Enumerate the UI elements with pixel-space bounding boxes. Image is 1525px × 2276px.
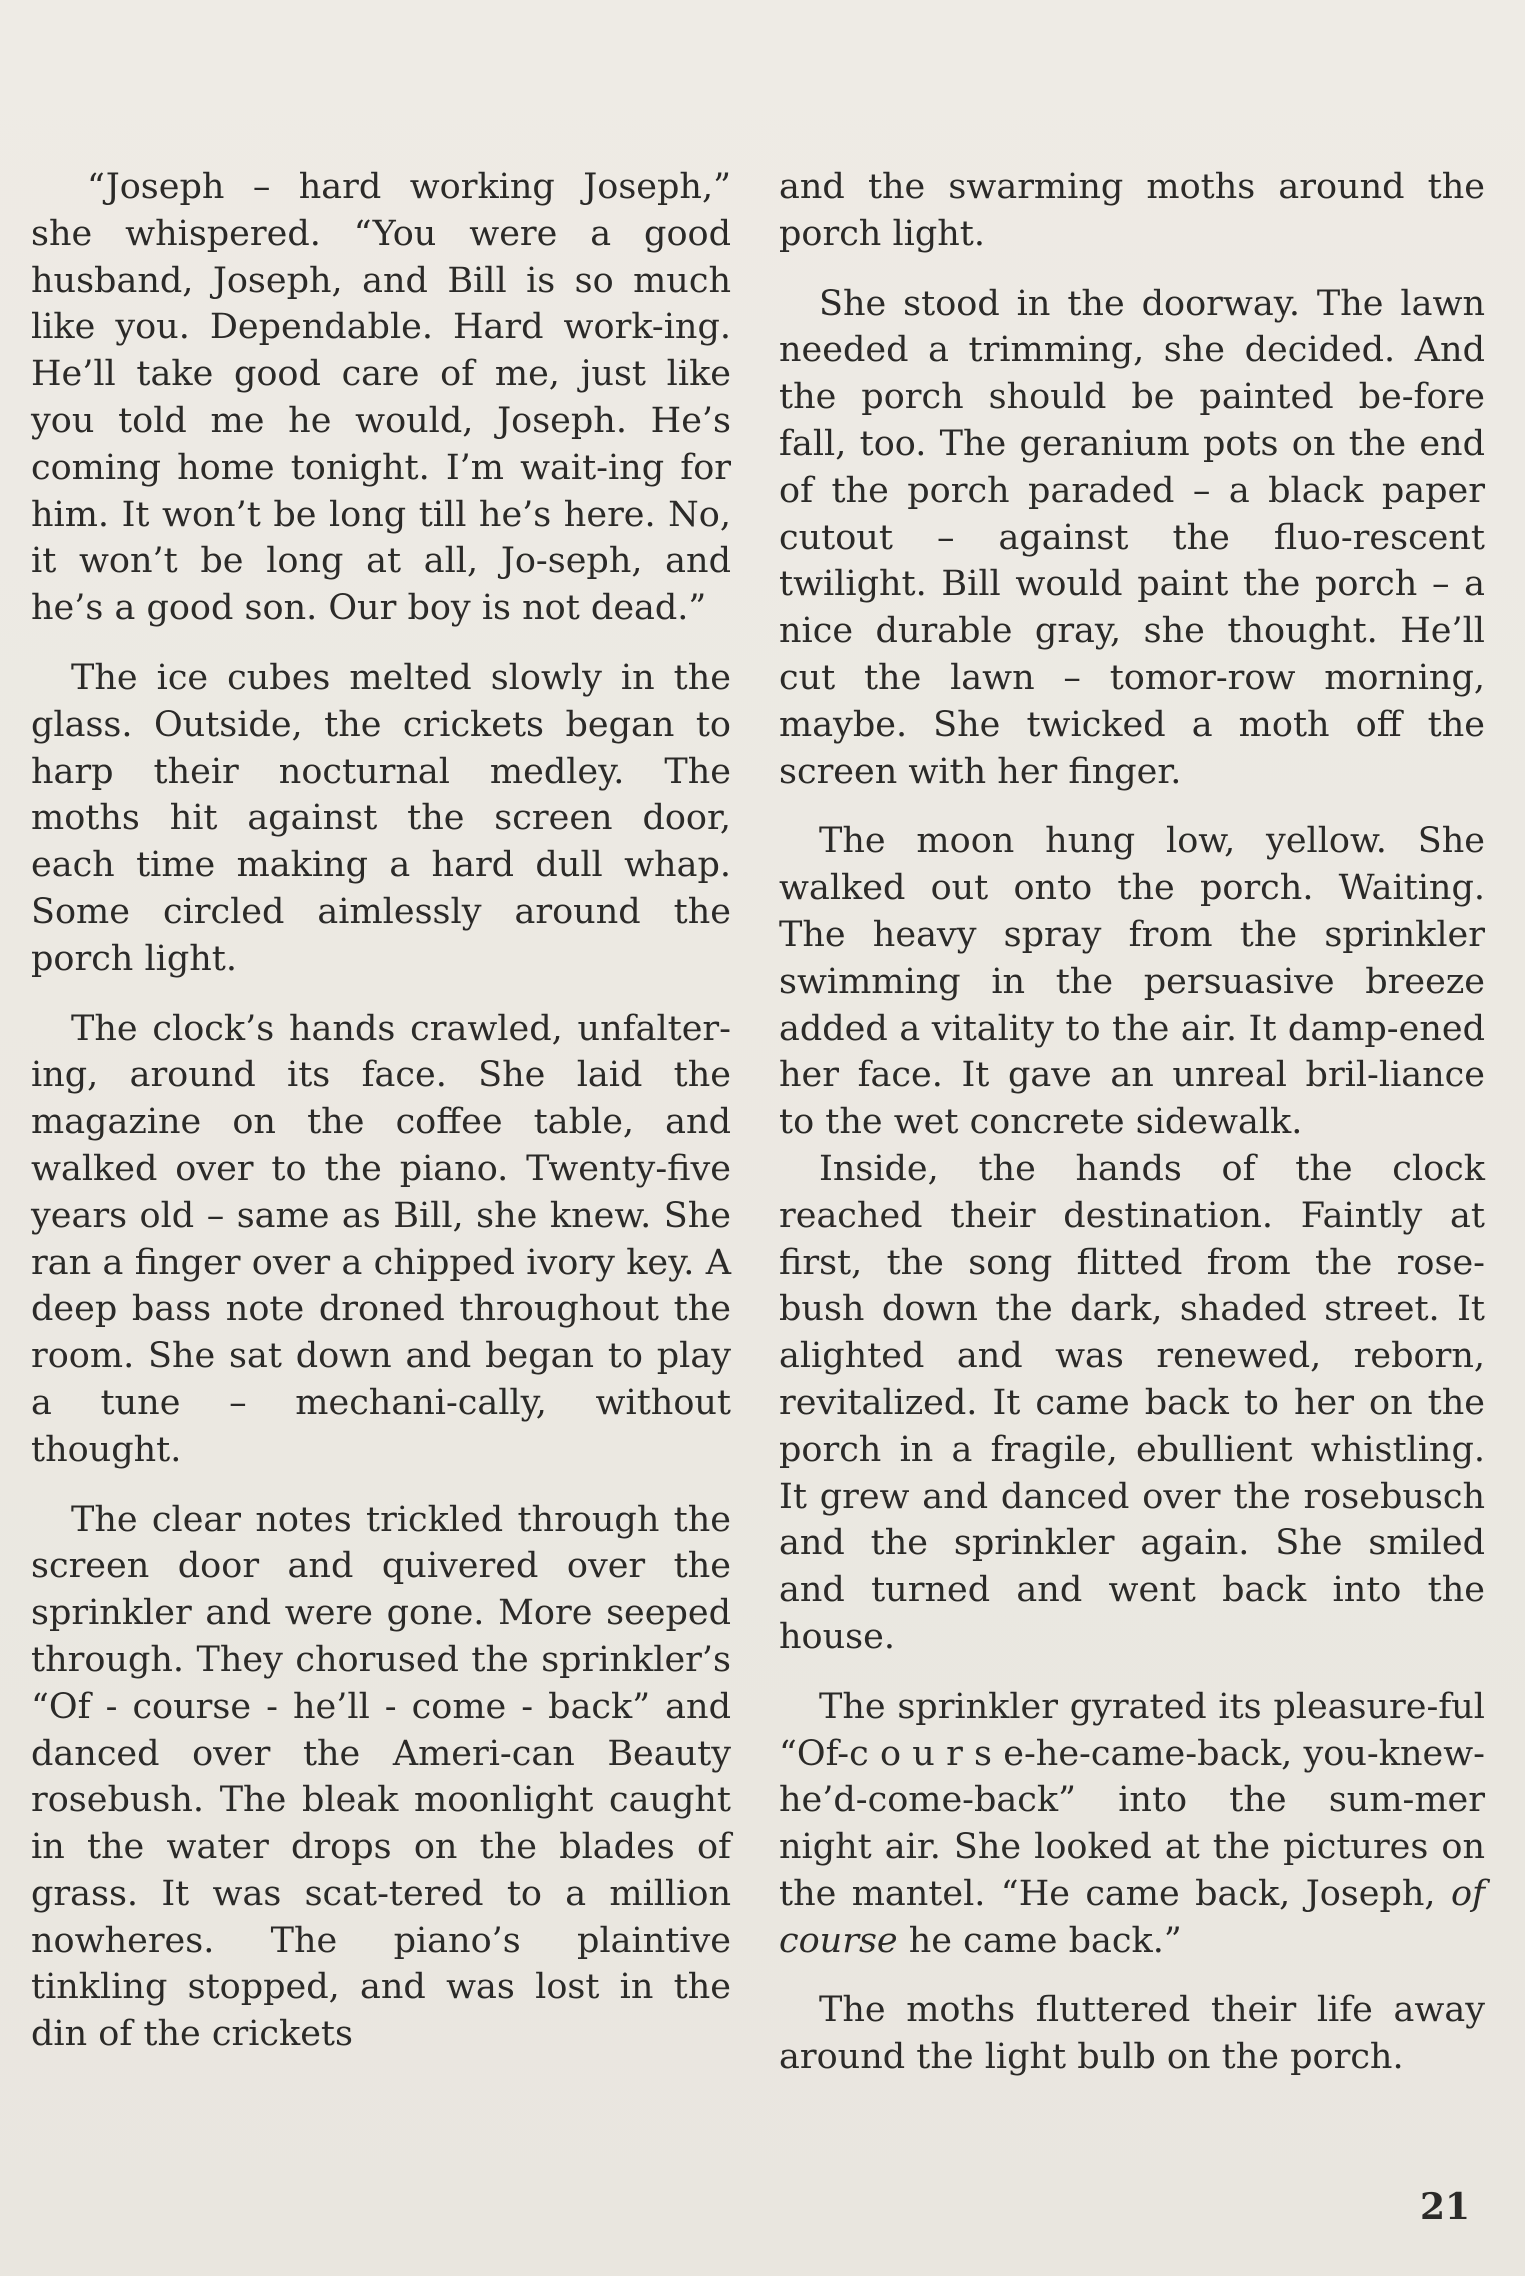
paragraph: and the swarming moths around the porch light. (779, 167, 1485, 254)
paragraph: The ice cubes melted slowly in the glass. Outside, the crickets began to harp their nocturnal medley. The moths hit against the screen door, each time making a hard dull whap. Some circled aimlessly around the porch light. (31, 657, 731, 979)
paragraph: She stood in the doorway. The lawn needed a trimming, she decided. And the porch should be painted be-fore fall, too. The geranium pots on the end of the porch paraded – a black paper cutout – against the fluo-rescent twilight. Bill would paint the porch – a nice durable gray, she thought. He’ll cut the lawn – tomor-row morning, maybe. She twicked a moth off the screen with her finger. (779, 283, 1485, 792)
page-number: 21 (1420, 2186, 1471, 2228)
paragraph: The clock’s hands crawled, unfalter-ing, around its face. She laid the magazine on the coffee table, and walked over to the piano. Twenty-five years old – same as Bill, she knew. She ran a finger over a chipped ivory key. A deep bass note droned throughout the room. She sat down and began to play a tune – mechani-cally, without thought. (31, 1008, 731, 1470)
closing-paragraph: The moths fluttered their life away around the light bulb on the porch. (779, 1990, 1485, 2078)
paragraph: “Joseph – hard working Joseph,” she whispered. “You were a good husband, Joseph, and Bill is so much like you. Dependable. Hard work-ing. He’ll take good care of me, just like you told me he would, Joseph. He’s coming home tonight. I’m wait-ing for him. It won’t be long till he’s here. No, it won’t be long at all, Jo-seph, and he’s a good son. Our boy is not dead.” (31, 167, 731, 629)
paragraph-text: he came back.” (897, 1920, 1182, 1961)
paragraph-text: The sprinkler gyrated its pleasure-ful “Of-c o u r s e-he-came-back, you-knew-he’d-come-back” into the sum-mer night air. She looked at the pictures on the mantel. “He came back, Joseph, (779, 1686, 1485, 1914)
paragraph-with-emphasis (779, 1684, 1485, 1965)
right-column (779, 164, 1485, 2081)
paragraph: Inside, the hands of the clock reached their destination. Faintly at first, the song flitted from the rose-bush down the dark, shaded street. It alighted and was renewed, reborn, revitalized. It came back to her on the porch in a fragile, ebullient whistling. It grew and danced over the rosebusch and the sprinkler again. She smiled and turned and went back into the house. (779, 1148, 1485, 1657)
paragraph: The clear notes trickled through the screen door and quivered over the sprinkler and were gone. More seeped through. They chorused the sprinkler’s “Of - course - he’ll - come - back” and danced over the Ameri-can Beauty rosebush. The bleak moonlight caught in the water drops on the blades of grass. It was scat-tered to a million nowheres. The piano’s plaintive tinkling stopped, and was lost in the din of the crickets (31, 1499, 731, 2055)
left-column (31, 164, 731, 2058)
paragraph: The moon hung low, yellow. She walked out onto the porch. Waiting. The heavy spray from the sprinkler swimming in the persuasive breeze added a vitality to the air. It damp-ened her face. It gave an unreal bril-liance to the wet concrete sidewalk. (779, 821, 1485, 1143)
emphasis-text: of course (779, 1873, 1485, 1961)
